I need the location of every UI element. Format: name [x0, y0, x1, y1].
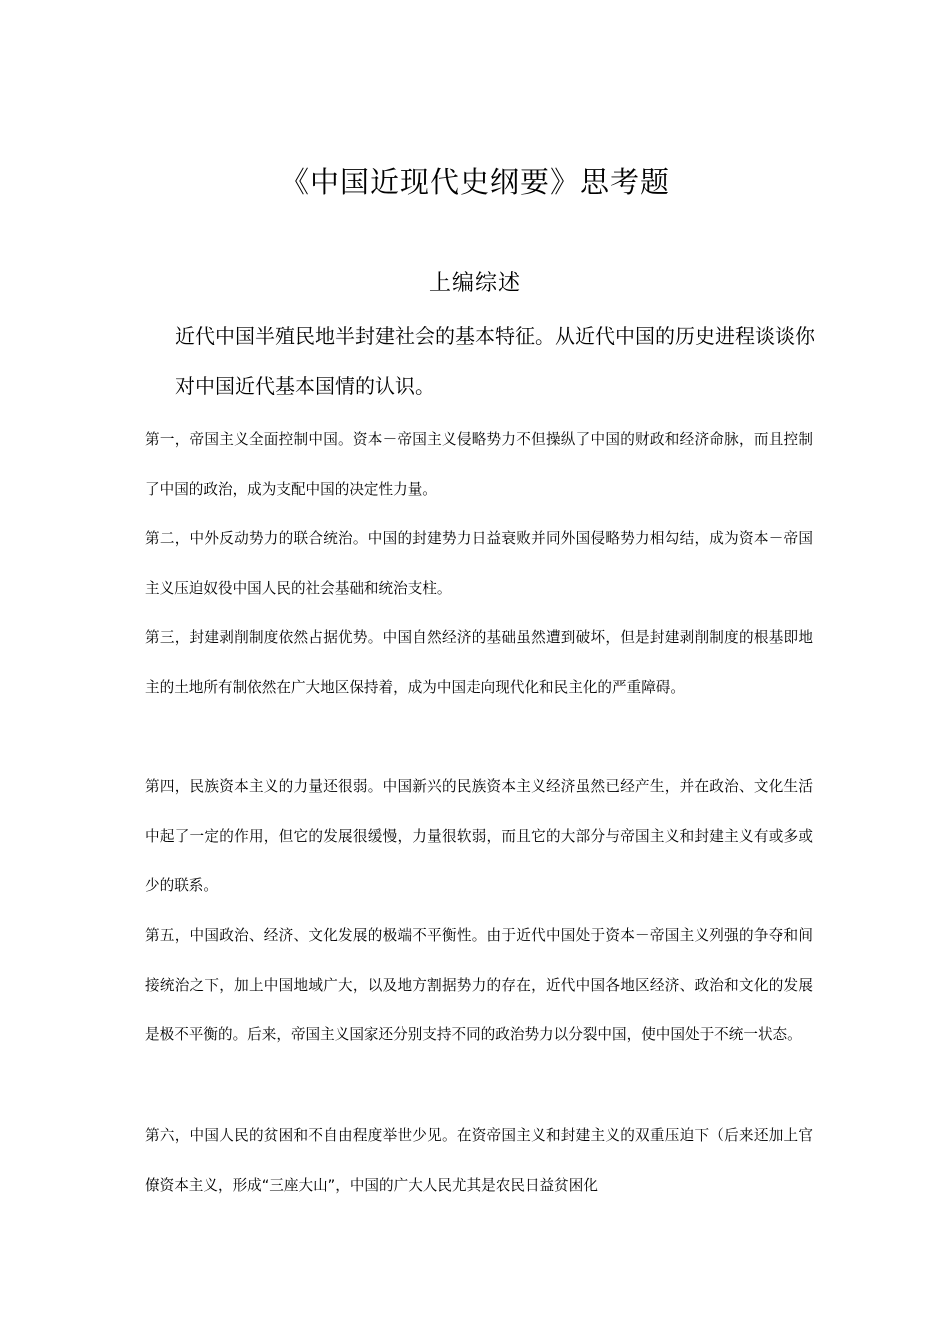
- point-paragraph-6: 第六，中国人民的贫困和不自由程度举世少见。在资帝国主义和封建主义的双重压迫下（后来还加上官僚资本主义，形成“三座大山”，中国的广大人民尤其是农民日益贫困化: [145, 1127, 813, 1194]
- question-heading: 近代中国半殖民地半封建社会的基本特征。从近代中国的历史进程谈谈你对中国近代基本国情的认识。: [175, 324, 815, 398]
- point-paragraph-3: 第三，封建剥削制度依然占据优势。中国自然经济的基础虽然遭到破坏，但是封建剥削制度的根基即地主的土地所有制依然在广大地区保持着，成为中国走向现代化和民主化的严重障碍。: [145, 629, 813, 696]
- section-heading: 上编综述: [428, 271, 521, 296]
- point-paragraph-1: 第一，帝国主义全面控制中国。资本－帝国主义侵略势力不但操纵了中国的财政和经济命脉，而且控制了中国的政治，成为支配中国的决定性力量。: [145, 431, 813, 498]
- point-paragraph-4: 第四，民族资本主义的力量还很弱。中国新兴的民族资本主义经济虽然已经产生，并在政治、文化生活中起了一定的作用，但它的发展很缓慢，力量很软弱，而且它的大部分与帝国主义和封建主义有或多或少的联系。: [145, 778, 813, 894]
- point-paragraph-5: 第五，中国政治、经济、文化发展的极端不平衡性。由于近代中国处于资本－帝国主义列强的争夺和间接统治之下，加上中国地域广大，以及地方割据势力的存在，近代中国各地区经济、政治和文化的发展是极不平衡的。后来，帝国主义国家还分别支持不同的政治势力以分裂中国，使中国处于不统一状态。: [145, 927, 813, 1043]
- document-title: 《中国近现代史纲要》思考题: [279, 165, 670, 199]
- point-paragraph-2: 第二，中外反动势力的联合统治。中国的封建势力日益衰败并同外国侵略势力相勾结，成为资本－帝国主义压迫奴役中国人民的社会基础和统治支柱。: [145, 530, 813, 597]
